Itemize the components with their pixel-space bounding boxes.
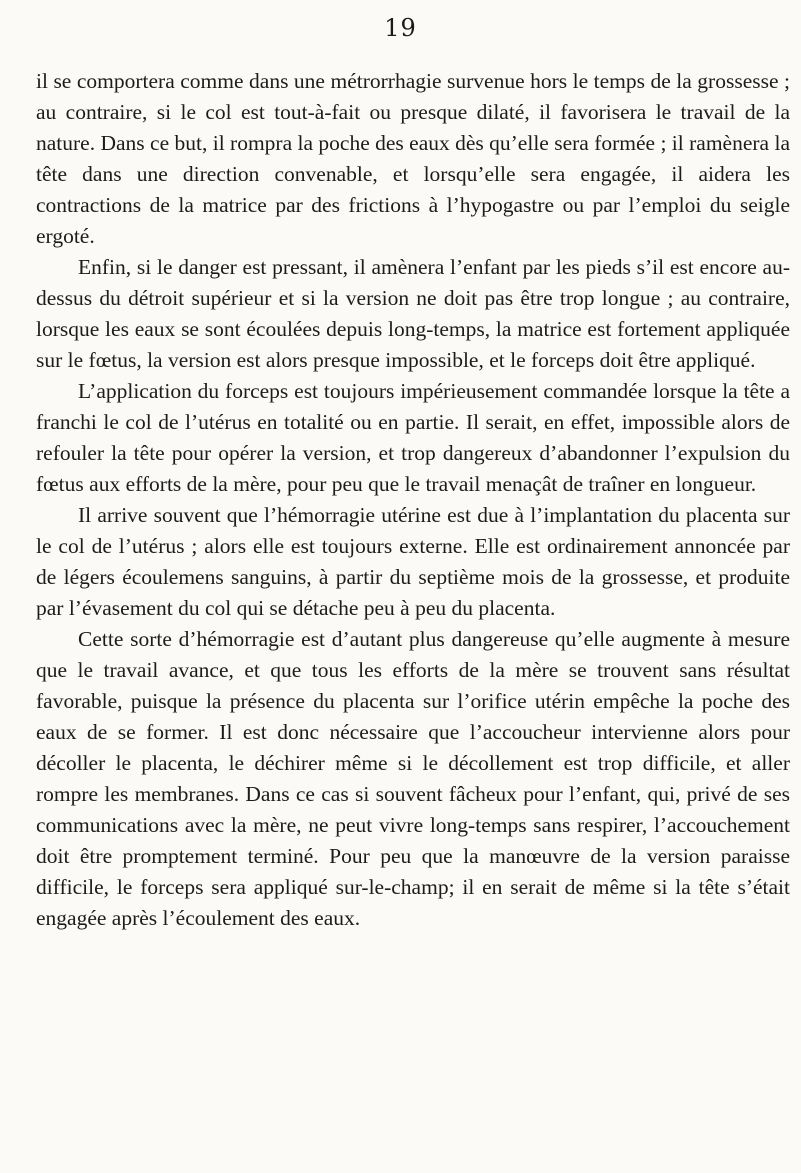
paragraph-3: L’application du forceps est toujours impérieusement commandée lorsque la tête a franchi le col de l’utérus en totalité ou en partie. Il serait, en effet, impossible alors de refouler la tête pour opérer la version, et trop dangereux d’abandonner l’expulsion du fœtus aux efforts de la mère, pour peu que le travail menaçât de traîner en longueur. — [36, 379, 790, 496]
paragraph-5: Cette sorte d’hémorragie est d’autant plus dangereuse qu’elle augmente à mesure que le travail avance, et que tous les efforts de la mère se trouvent sans résultat favorable, puisque la présence du placenta sur l’orifice utérin empêche la poche des eaux de se former. Il est donc nécessaire que l’accoucheur intervienne alors pour décoller le placenta, le déchirer même si le décollement est trop difficile, et aller rompre les membranes. Dans ce cas si souvent fâcheux pour l’enfant, qui, privé de ses communications avec la mère, ne peut vivre long-temps sans respirer, l’accouchement doit être promptement terminé. Pour peu que la manœuvre de la version paraisse difficile, le forceps sera appliqué sur-le-champ; il en serait de même si la tête s’était engagée après l’écoulement des eaux. — [36, 627, 790, 930]
page-number: 19 — [384, 14, 417, 42]
paragraph-2: Enfin, si le danger est pressant, il amènera l’enfant par les pieds s’il est encore au-dessus du détroit supérieur et si la version ne doit pas être trop longue ; au contraire, lorsque les eaux se sont écoulées depuis long-temps, la matrice est fortement appliquée sur le fœtus, la version est alors presque impossible, et le forceps doit être appliqué. — [36, 255, 790, 372]
body-text — [36, 66, 790, 934]
paragraph-1: il se comportera comme dans une métrorrhagie survenue hors le temps de la grossesse ; au contraire, si le col est tout-à-fait ou presque dilaté, il favorisera le travail de la nature. Dans ce but, il rompra la poche des eaux dès qu’elle sera formée ; il ramènera la tête dans une direction convenable, et lorsqu’elle sera engagée, il aidera les contractions de la matrice par des frictions à l’hypogastre ou par l’emploi du seigle ergoté. — [36, 69, 790, 248]
paragraph-4: Il arrive souvent que l’hémorragie utérine est due à l’implantation du placenta sur le col de l’utérus ; alors elle est toujours externe. Elle est ordinairement annoncée par de légers écoulemens sanguins, à partir du septième mois de la grossesse, et produite par l’évasement du col qui se détache peu à peu du placenta. — [36, 503, 790, 620]
